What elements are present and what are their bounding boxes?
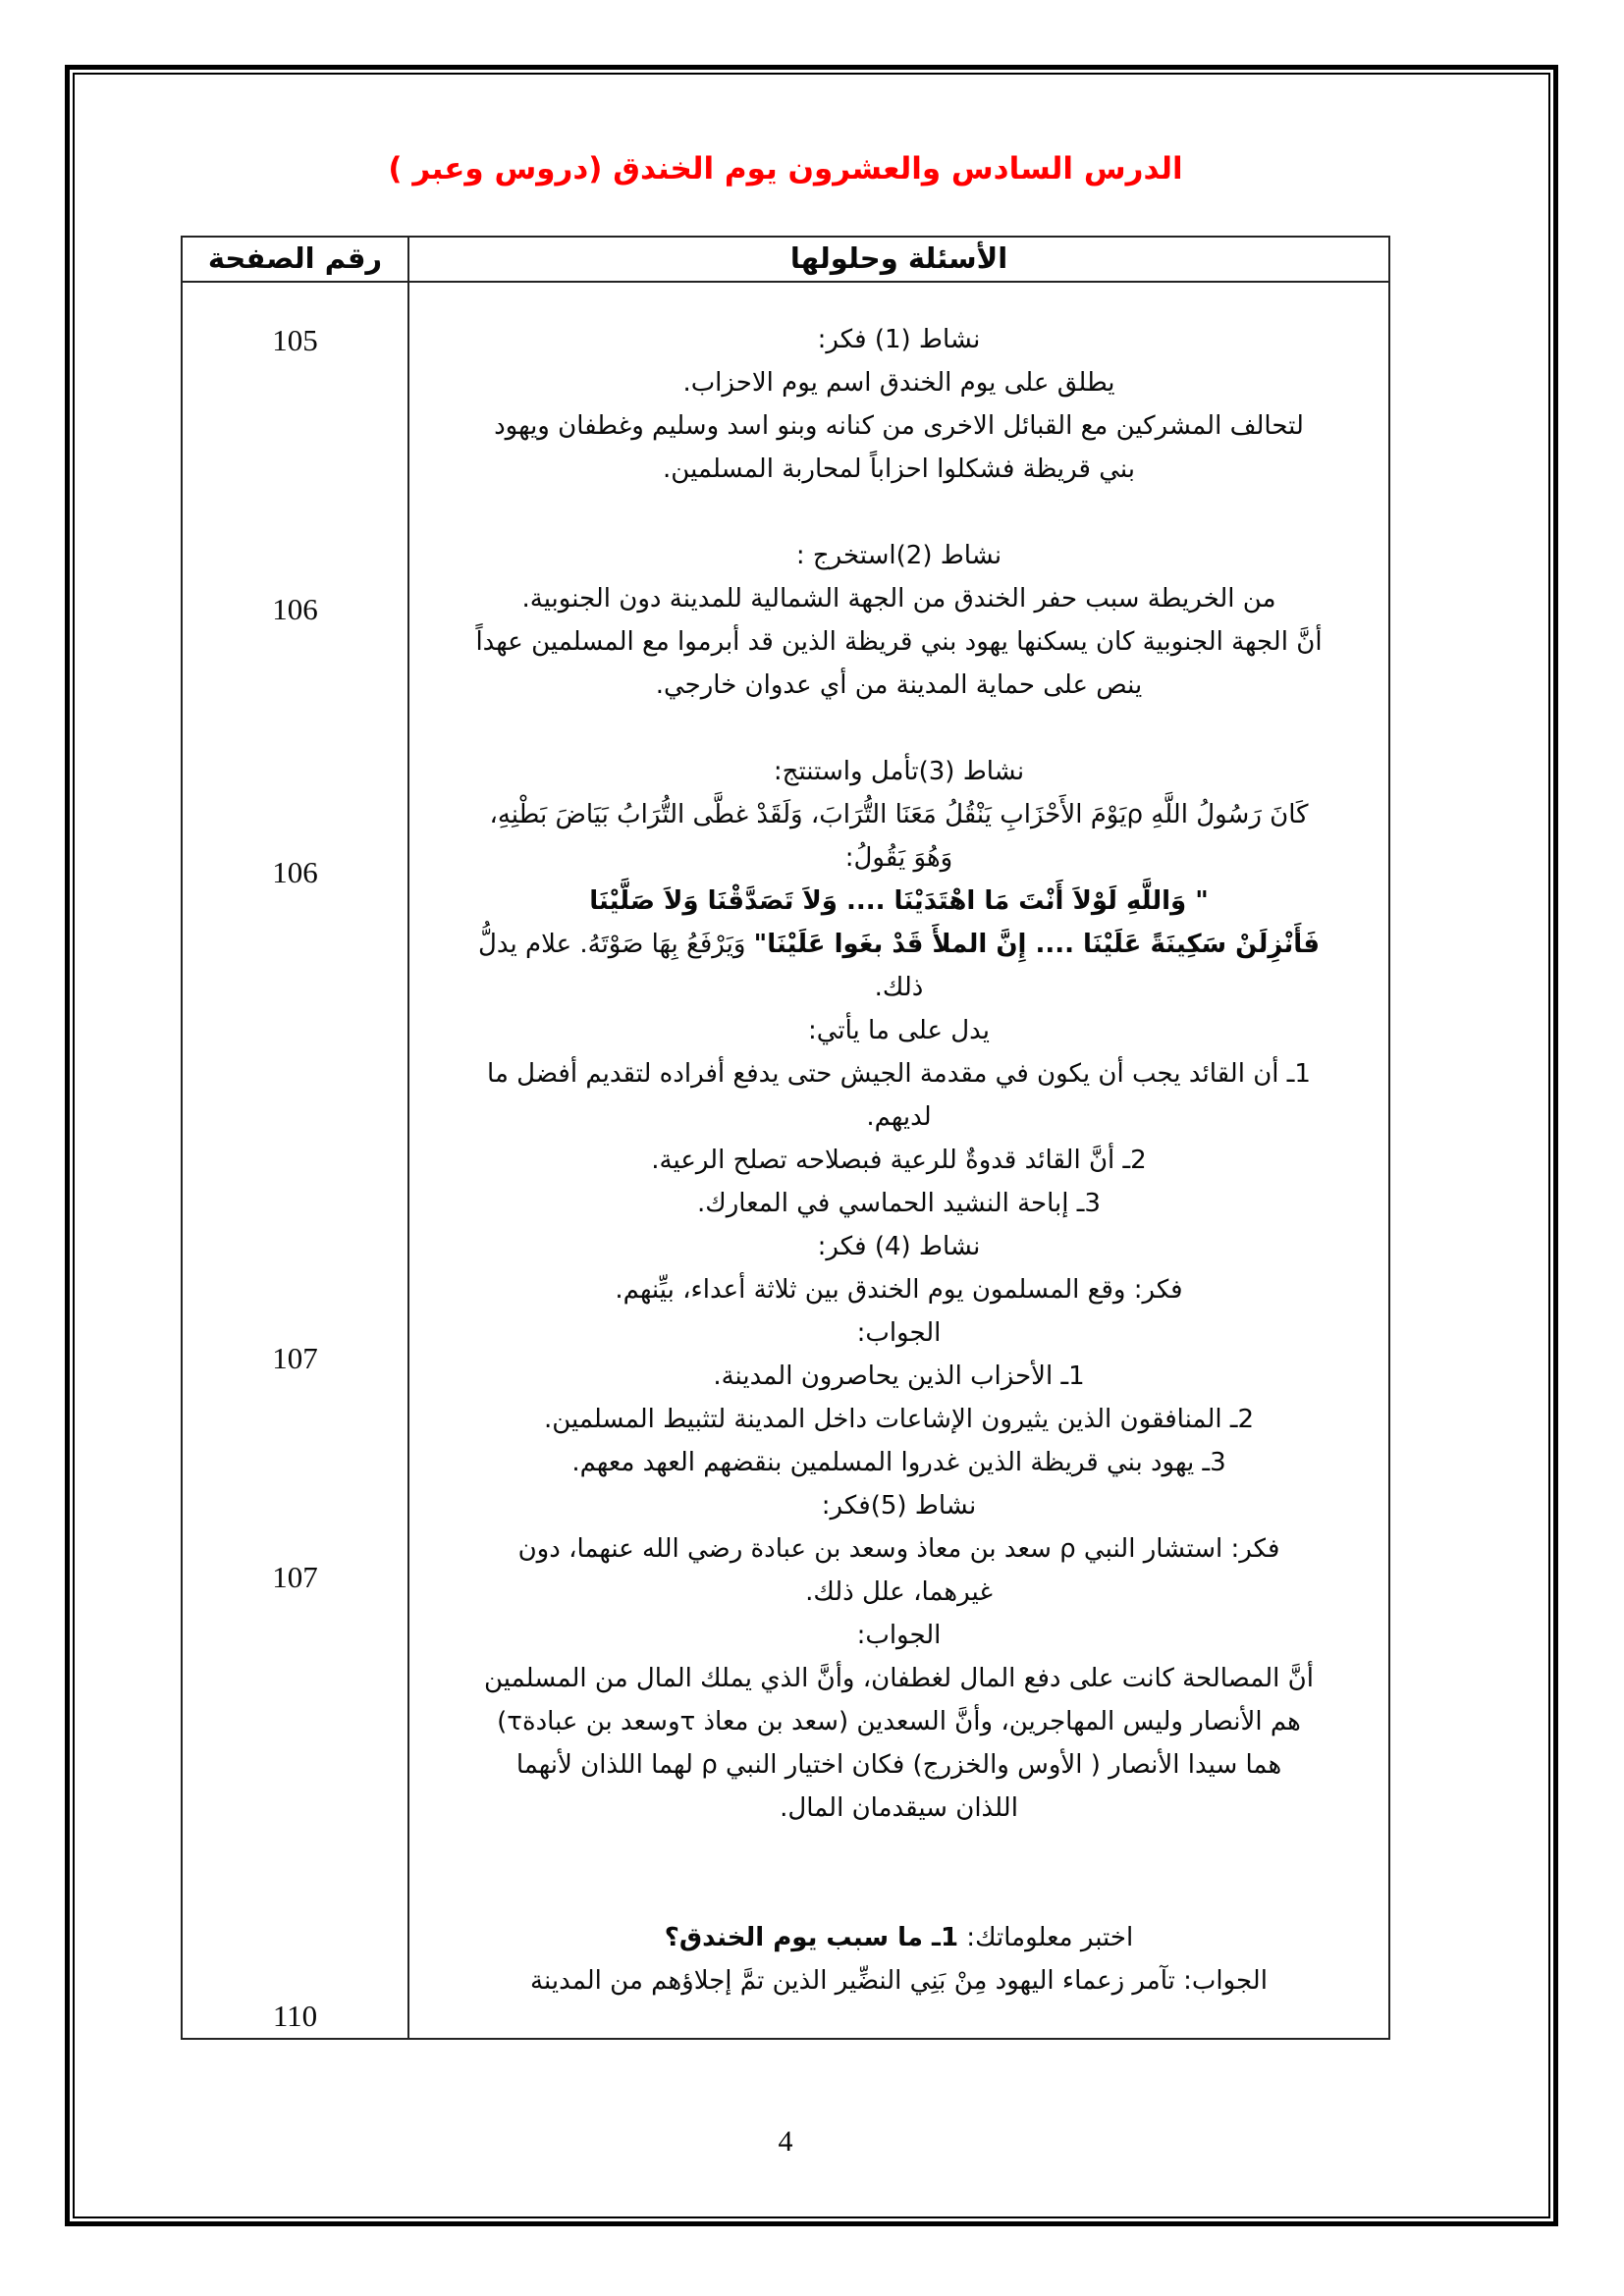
content-line	[409, 448, 1388, 491]
content-line	[409, 1182, 1388, 1225]
content-line	[409, 836, 1388, 880]
content-line-segment: نشاط (5)فكر:	[821, 1491, 977, 1521]
content-line-segment: لديهم.	[866, 1102, 932, 1132]
content-line-segment: يدل على ما يأتي:	[807, 1016, 991, 1045]
content-line	[409, 1398, 1388, 1441]
content-line-segment: اللذان سيقدمان المال.	[780, 1793, 1018, 1823]
content-line	[409, 577, 1388, 620]
blank-line	[409, 491, 1388, 534]
content-line-segment: فكر: وقع المسلمون يوم الخندق بين ثلاثة أعداء، بيِّنهم.	[615, 1275, 1183, 1305]
answers-cell	[409, 283, 1388, 2038]
content-line	[409, 404, 1388, 448]
questions-table	[181, 236, 1390, 2040]
content-line-segment: 1ـ أن القائد يجب أن يكون في مقدمة الجيش حتى يدفع أفراده لتقديم أفضل ما	[487, 1059, 1311, 1089]
content-line	[409, 1787, 1388, 1830]
content-line-segment: " وَاللَّهِ لَوْلاَ أَنْتَ مَا اهْتَدَيْنَا .... وَلاَ تَصَدَّقْنَا وَلاَ صَلَّيْنَا	[589, 886, 1209, 916]
content-line	[409, 1527, 1388, 1571]
content-line	[409, 1009, 1388, 1052]
content-line-segment: من الخريطة سبب حفر الخندق من الجهة الشمالية للمدينة دون الجنوبية.	[521, 584, 1276, 614]
content-line-segment: وَيَرْفَعُ بِهَا صَوْتَهُ. علام يدلُّ	[477, 930, 754, 959]
content-line	[409, 361, 1388, 404]
content-line-segment: هما سيدا الأنصار ( الأوس والخزرج) فكان اختيار النبي ρ لهما اللذان لأنهما	[515, 1750, 1282, 1780]
content-line	[409, 750, 1388, 793]
table-header-page-number: رقم الصفحة	[183, 238, 409, 281]
content-line-segment: 1ـ الأحزاب الذين يحاصرون المدينة.	[713, 1362, 1085, 1391]
content-line-segment: أنَّ الجهة الجنوبية كان يسكنها يهود بني قريظة الذين قد أبرموا مع المسلمين عهداً	[475, 627, 1323, 657]
content-line-segment: 3ـ يهود بني قريظة الذين غدروا المسلمين بنقضهم العهد معهم.	[571, 1448, 1226, 1477]
table-header-row	[183, 238, 1388, 283]
content-line-segment: الجواب:	[856, 1318, 942, 1348]
page-number: 106	[272, 855, 318, 889]
content-line-segment: نشاط (1) فكر:	[817, 325, 981, 354]
page-number: 105	[272, 323, 318, 357]
content-line-segment: فَأَنْزِلَنْ سَكِينَةً عَلَيْنَا .... إِنَّ الملأَ قَدْ بغَوا عَلَيْنَا"	[753, 930, 1321, 959]
content-line	[409, 793, 1388, 836]
content-line	[409, 1311, 1388, 1355]
content-line-segment: 3ـ إباحة النشيد الحماسي في المعارك.	[697, 1189, 1101, 1218]
page-number: 106	[272, 592, 318, 626]
content-line	[409, 1225, 1388, 1268]
content-line-segment: نشاط (3)تأمل واستنتج:	[773, 757, 1025, 786]
content-line-segment: نشاط (2)استخرج :	[795, 541, 1002, 570]
content-line-segment: 1ـ ما سبب يوم الخندق؟	[664, 1923, 959, 1952]
page-number: 110	[272, 1999, 318, 2033]
content-line	[409, 1614, 1388, 1657]
content-line	[409, 1355, 1388, 1398]
content-line	[409, 318, 1388, 361]
page-number-cell	[183, 283, 409, 2038]
content-line	[409, 664, 1388, 707]
footer-page-number: 4	[778, 2125, 793, 2158]
content-line	[409, 923, 1388, 966]
content-line	[409, 1095, 1388, 1139]
page-number: 107	[272, 1560, 318, 1594]
content-line-segment: أنَّ المصالحة كانت على دفع المال لغطفان، وأنَّ الذي يملك المال من المسلمين	[484, 1664, 1314, 1693]
content-line	[409, 1441, 1388, 1484]
content-line-segment: كَانَ رَسُولُ اللَّهِ ρيَوْمَ الأَحْزَابِ يَنْقُلُ مَعَنَا التُّرَابَ، وَلَقَدْ غطَّى التُّرَابُ بَيَاضَ بَطْنِهِ،	[489, 800, 1309, 829]
content-line-segment: ذلك.	[874, 973, 924, 1002]
content-line-segment: غيرهما، علل ذلك.	[805, 1577, 993, 1607]
content-line-segment: بني قريظة فشكلوا احزاباً لمحاربة المسلمين.	[663, 454, 1135, 484]
content-line-segment: الجواب: تآمر زعماء اليهود مِنْ بَنِي النضِّير الذين تمَّ إجلاؤهم من المدينة	[530, 1966, 1268, 1996]
content-line	[409, 966, 1388, 1009]
content-line-segment: يطلق على يوم الخندق اسم يوم الاحزاب.	[682, 368, 1115, 398]
table-header-questions: الأسئلة وحلولها	[789, 241, 1008, 275]
content-line	[409, 1743, 1388, 1787]
content-line	[409, 620, 1388, 664]
content-line-segment: نشاط (4) فكر:	[817, 1232, 981, 1261]
blank-line	[409, 707, 1388, 750]
content-line	[409, 1916, 1388, 1959]
content-line-segment: 2ـ أنَّ القائد قدوةٌ للرعية فبصلاحه تصلح الرعية.	[651, 1146, 1147, 1175]
content-line	[409, 1052, 1388, 1095]
content-line	[409, 1484, 1388, 1527]
content-line-segment: فكر: استشار النبي ρ سعد بن معاذ وسعد بن عبادة رضي الله عنهما، دون	[517, 1534, 1280, 1564]
content-line	[409, 1657, 1388, 1700]
content-line-segment: ينص على حماية المدينة من أي عدوان خارجي.	[655, 670, 1143, 700]
content-line-segment: وَهُوَ يَقُولُ:	[844, 843, 953, 873]
content-line-segment: هم الأنصار وليس المهاجرين، وأنَّ السعدين (سعد بن معاذ τوسعد بن عبادةτ)	[497, 1707, 1301, 1736]
content-line	[409, 1700, 1388, 1743]
blank-line	[409, 1830, 1388, 1873]
content-line	[409, 1959, 1388, 2002]
content-line-segment: الجواب:	[856, 1621, 942, 1650]
content-line	[409, 534, 1388, 577]
page-number: 107	[272, 1341, 318, 1375]
content-line	[409, 1571, 1388, 1614]
content-line	[409, 1139, 1388, 1182]
content-line-segment: اختبر معلوماتك:	[958, 1923, 1134, 1952]
content-line	[409, 1268, 1388, 1311]
lesson-title: الدرس السادس والعشرون يوم الخندق (دروس وعبر )	[388, 151, 1183, 187]
content-line-segment: 2ـ المنافقون الذين يثيرون الإشاعات داخل المدينة لتثبيط المسلمين.	[543, 1405, 1255, 1434]
content-line	[409, 880, 1388, 923]
blank-line	[409, 1873, 1388, 1916]
table-body-row	[183, 283, 1388, 2038]
content-line-segment: لتحالف المشركين مع القبائل الاخرى من كنانه وبنو اسد وسليم وغطفان ويهود	[494, 411, 1304, 441]
